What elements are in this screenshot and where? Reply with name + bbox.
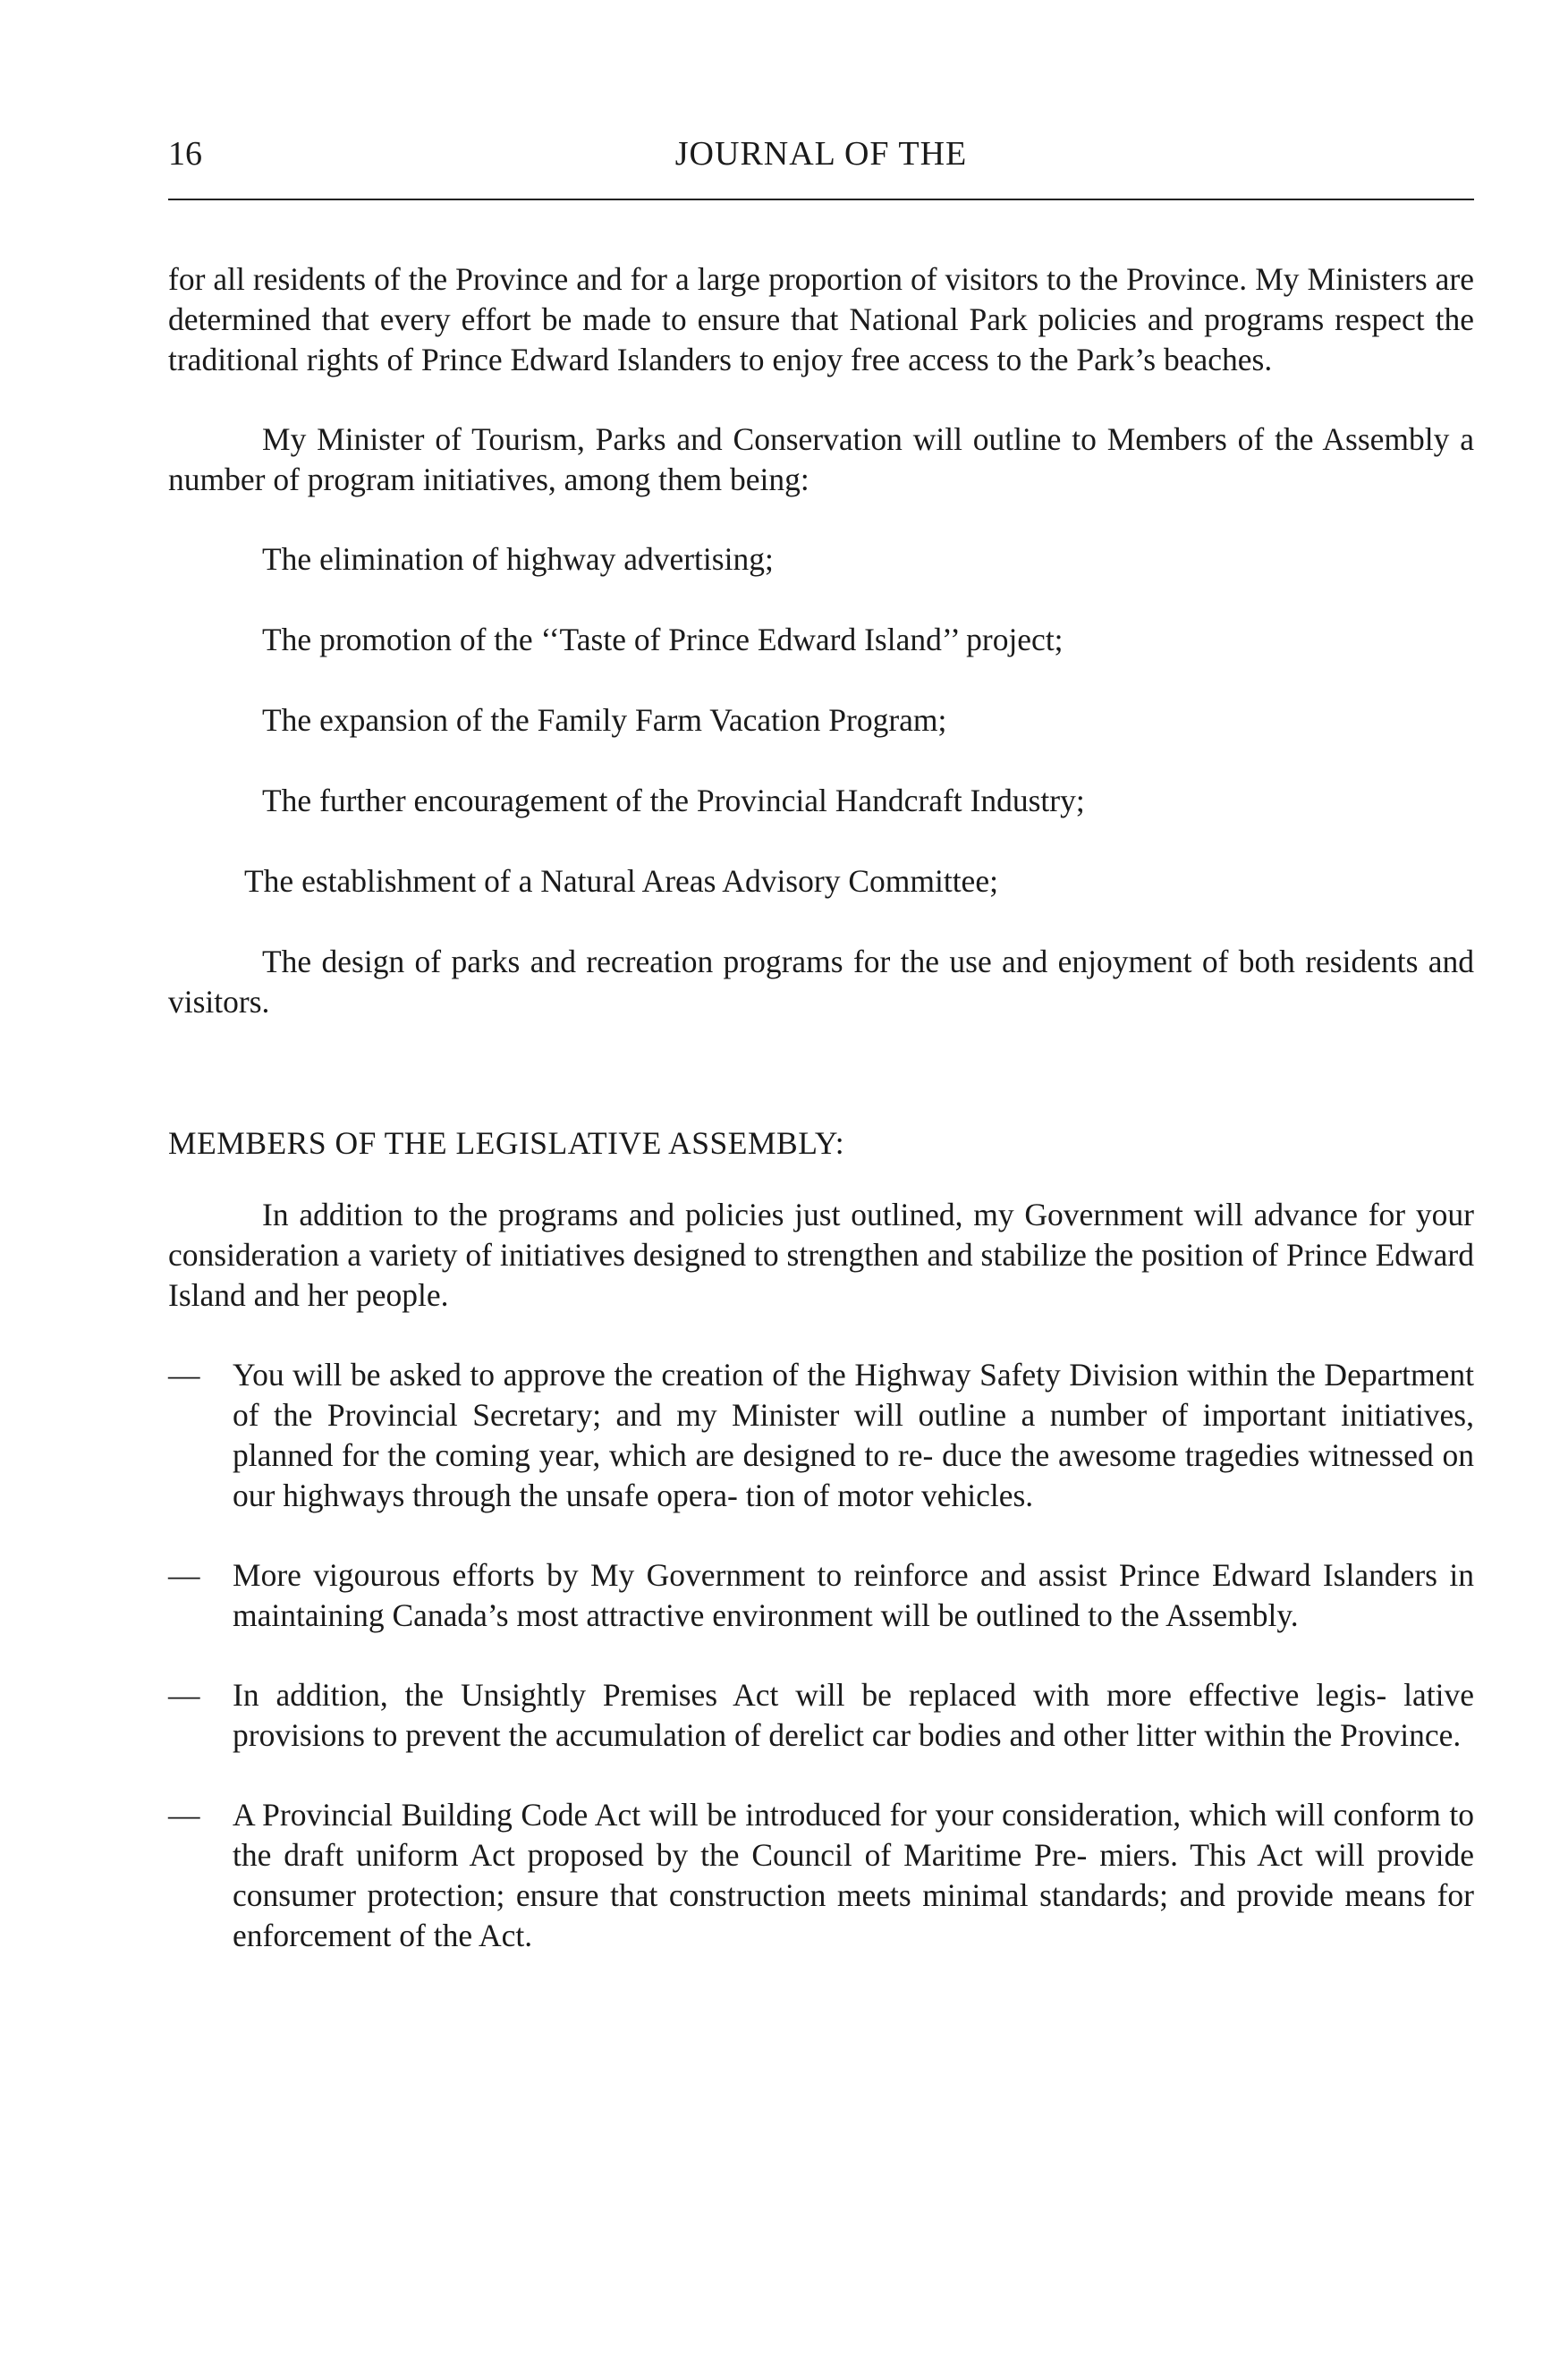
list-item: The establishment of a Natural Areas Advisory Committee; [244,863,998,899]
list-item-text: You will be asked to approve the creation of the Highway Safety Division within the Department of the Provincial Secretary; and my Minister will outline a number of important initiatives, planned for the coming year, which are designed to re- duce the awesome tragedies witnessed on our highways through the unsafe opera- tion of motor vehicles. [233,1357,1474,1513]
initiatives-list [244,539,1474,902]
document-page [168,134,1474,1953]
paragraph-tourism: My Minister of Tourism, Parks and Conservation will outline to Members of the Assembly a number of program initiatives, among them being: [168,421,1474,497]
paragraph-continued: for all residents of the Province and for a large proportion of visitors to the Province. My Ministers are determined that every effort be made to ensure that National Park policies and programs respect the traditional rights of Prince Edward Islanders to enjoy free access to the Park’s beaches. [168,261,1474,377]
list-item-text: More vigourous efforts by My Government to reinforce and assist Prince Edward Islanders in maintaining Canada’s most attractive environment will be outlined to the Assembly. [233,1557,1474,1633]
list-item-text: A Provincial Building Code Act will be introduced for your consideration, which will conform to the draft uniform Act proposed by the Council of Maritime Pre- miers. This Act will provide consumer protection; ensure that construction meets minimal standards; and provide means for enforcement of the Act. [233,1797,1474,1953]
section-heading: MEMBERS OF THE LEGISLATIVE ASSEMBLY: [168,1125,845,1161]
page-header [168,134,1474,188]
document-body [168,259,1474,1995]
dash-marker: — [168,1677,200,1713]
paragraph-addition: In addition to the programs and policies just outlined, my Government will advance for your consideration a variety of initiatives designed to strengthen and stabilize the position of Prince Edward Island and her people. [168,1197,1474,1313]
list-item [168,1795,1474,1956]
running-title: JOURNAL OF THE [674,135,968,173]
list-item: The expansion of the Family Farm Vacation Program; [262,702,947,738]
dash-marker: — [168,1797,200,1833]
header-rule [168,199,1474,200]
list-item [168,1675,1474,1756]
list-item-text: In addition, the Unsightly Premises Act will be replaced with more effective legis- lative provisions to prevent the accumulation of derelict car bodies and other litter within the Province. [233,1677,1474,1753]
paragraph-design: The design of parks and recreation programs for the use and enjoyment of both residents and visitors. [168,944,1474,1020]
list-item: The further encouragement of the Provincial Handcraft Industry; [262,783,1085,818]
page-number: 16 [168,135,202,173]
list-item: The elimination of highway advertising; [262,541,774,577]
list-item [168,1355,1474,1516]
dash-list [168,1355,1474,1956]
list-item: The promotion of the ‘‘Taste of Prince Edward Island’’ project; [262,622,1064,657]
list-item [168,1555,1474,1636]
dash-marker: — [168,1357,200,1393]
dash-marker: — [168,1557,200,1593]
